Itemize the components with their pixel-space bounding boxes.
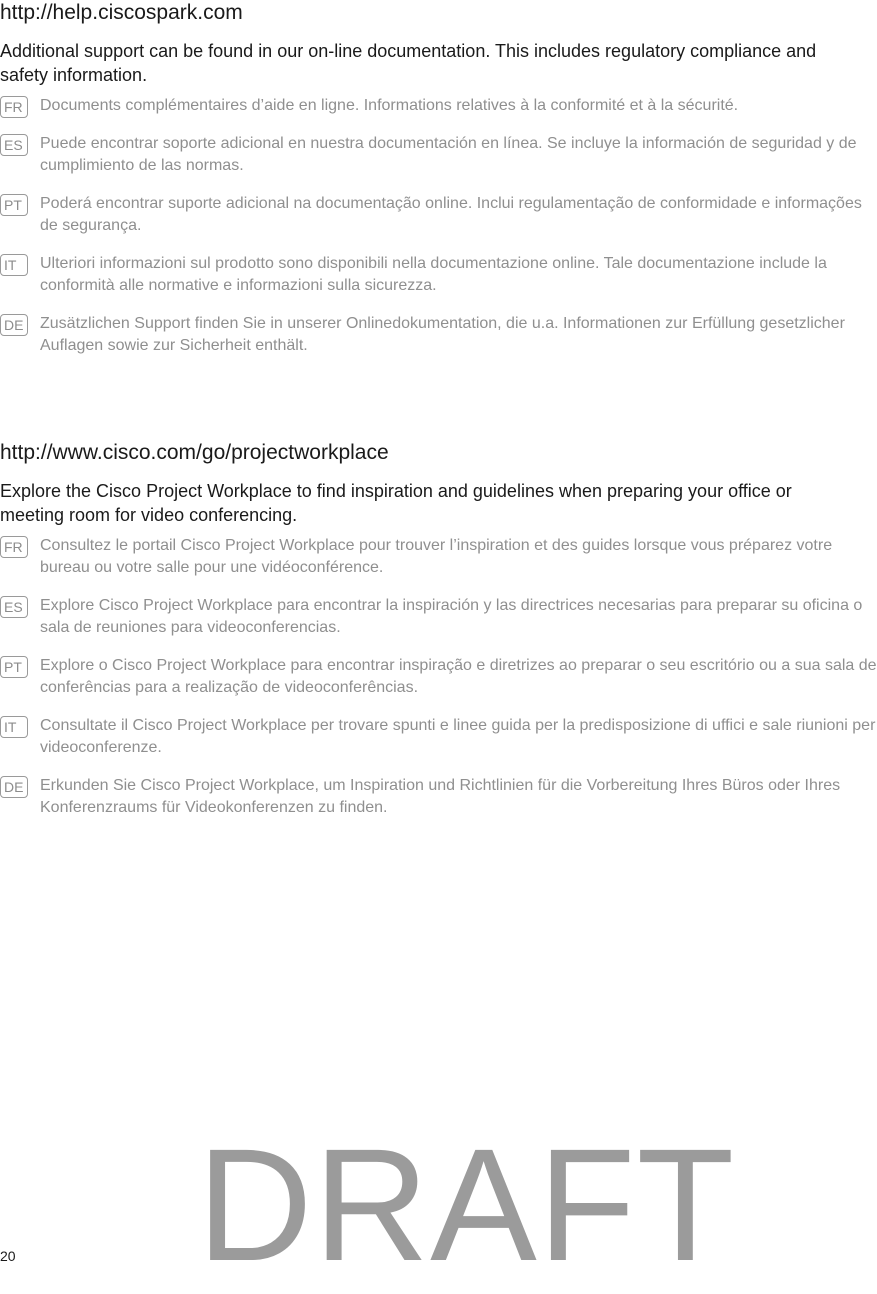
lang-code-badge: ES [0, 134, 28, 156]
lang-code-badge: FR [0, 96, 28, 118]
translation-text: Consultez le portail Cisco Project Workplace pour trouver l’inspiration et des guides lorsque vous préparez votre bureau ou votre salle pour une vidéoconférence. [40, 537, 833, 576]
translation-text: Puede encontrar soporte adicional en nuestra documentación en línea. Se incluye la información de seguridad y de cumplimiento de las normas. [40, 135, 857, 174]
translation-text: Consultate il Cisco Project Workplace per trovare spunti e linee guida per la predisposizione di uffici e sale riunioni per videoconferenze. [40, 717, 876, 756]
translation-item-pt [0, 655, 877, 699]
lang-code-badge: PT [0, 194, 28, 216]
translation-item-es [0, 133, 877, 177]
translation-item-it [0, 715, 877, 759]
support-translations [0, 95, 877, 357]
translation-item-it [0, 253, 877, 297]
lang-code-badge: IT [0, 254, 28, 276]
lang-code-badge: PT [0, 656, 28, 678]
workplace-translations [0, 535, 877, 819]
lang-code-badge: DE [0, 314, 28, 336]
lang-code-badge: DE [0, 776, 28, 798]
support-section [0, 0, 877, 373]
workplace-section [0, 440, 877, 835]
page-number: 20 [0, 1248, 16, 1264]
translation-item-de [0, 775, 877, 819]
workplace-intro-text: Explore the Cisco Project Workplace to find inspiration and guidelines when preparing your office or meeting room for video conferencing. [0, 481, 792, 525]
lang-code-badge: IT [0, 716, 28, 738]
translation-text: Poderá encontrar suporte adicional na documentação online. Inclui regulamentação de conformidade e informações de segurança. [40, 195, 862, 234]
translation-item-es [0, 595, 877, 639]
support-intro-text: Additional support can be found in our on-line documentation. This includes regulatory compliance and safety information. [0, 41, 817, 85]
help-url-link[interactable]: http://help.ciscospark.com [0, 1, 243, 24]
translation-item-pt [0, 193, 877, 237]
workplace-url-link[interactable]: http://www.cisco.com/go/projectworkplace [0, 441, 389, 464]
translation-item-fr [0, 535, 877, 579]
translation-item-de [0, 313, 877, 357]
translation-text: Erkunden Sie Cisco Project Workplace, um Inspiration und Richtlinien für die Vorbereitung Ihres Büros oder Ihres Konferenzraums für Videokonferenzen zu finden. [40, 777, 841, 816]
lang-code-badge: FR [0, 536, 28, 558]
translation-text: Zusätzlichen Support finden Sie in unserer Onlinedokumentation, die u.a. Informationen zur Erfüllung gesetzlicher Auflagen sowie zur Sicherheit enthält. [40, 315, 845, 354]
translation-text: Documents complémentaires d’aide en ligne. Informations relatives à la conformité et à la sécurité. [40, 97, 739, 114]
translation-text: Explore Cisco Project Workplace para encontrar la inspiración y las directrices necesarias para preparar su oficina o sala de reuniones para videoconferencias. [40, 597, 863, 636]
draft-watermark: DRAFT [197, 1115, 736, 1294]
translation-text: Ulteriori informazioni sul prodotto sono disponibili nella documentazione online. Tale documentazione include la conformità alle normative e informazioni sulla sicurezza. [40, 255, 827, 294]
lang-code-badge: ES [0, 596, 28, 618]
translation-item-fr [0, 95, 877, 117]
translation-text: Explore o Cisco Project Workplace para encontrar inspiração e diretrizes ao preparar o seu escritório ou a sua sala de conferências para a realização de videoconferências. [40, 657, 877, 696]
